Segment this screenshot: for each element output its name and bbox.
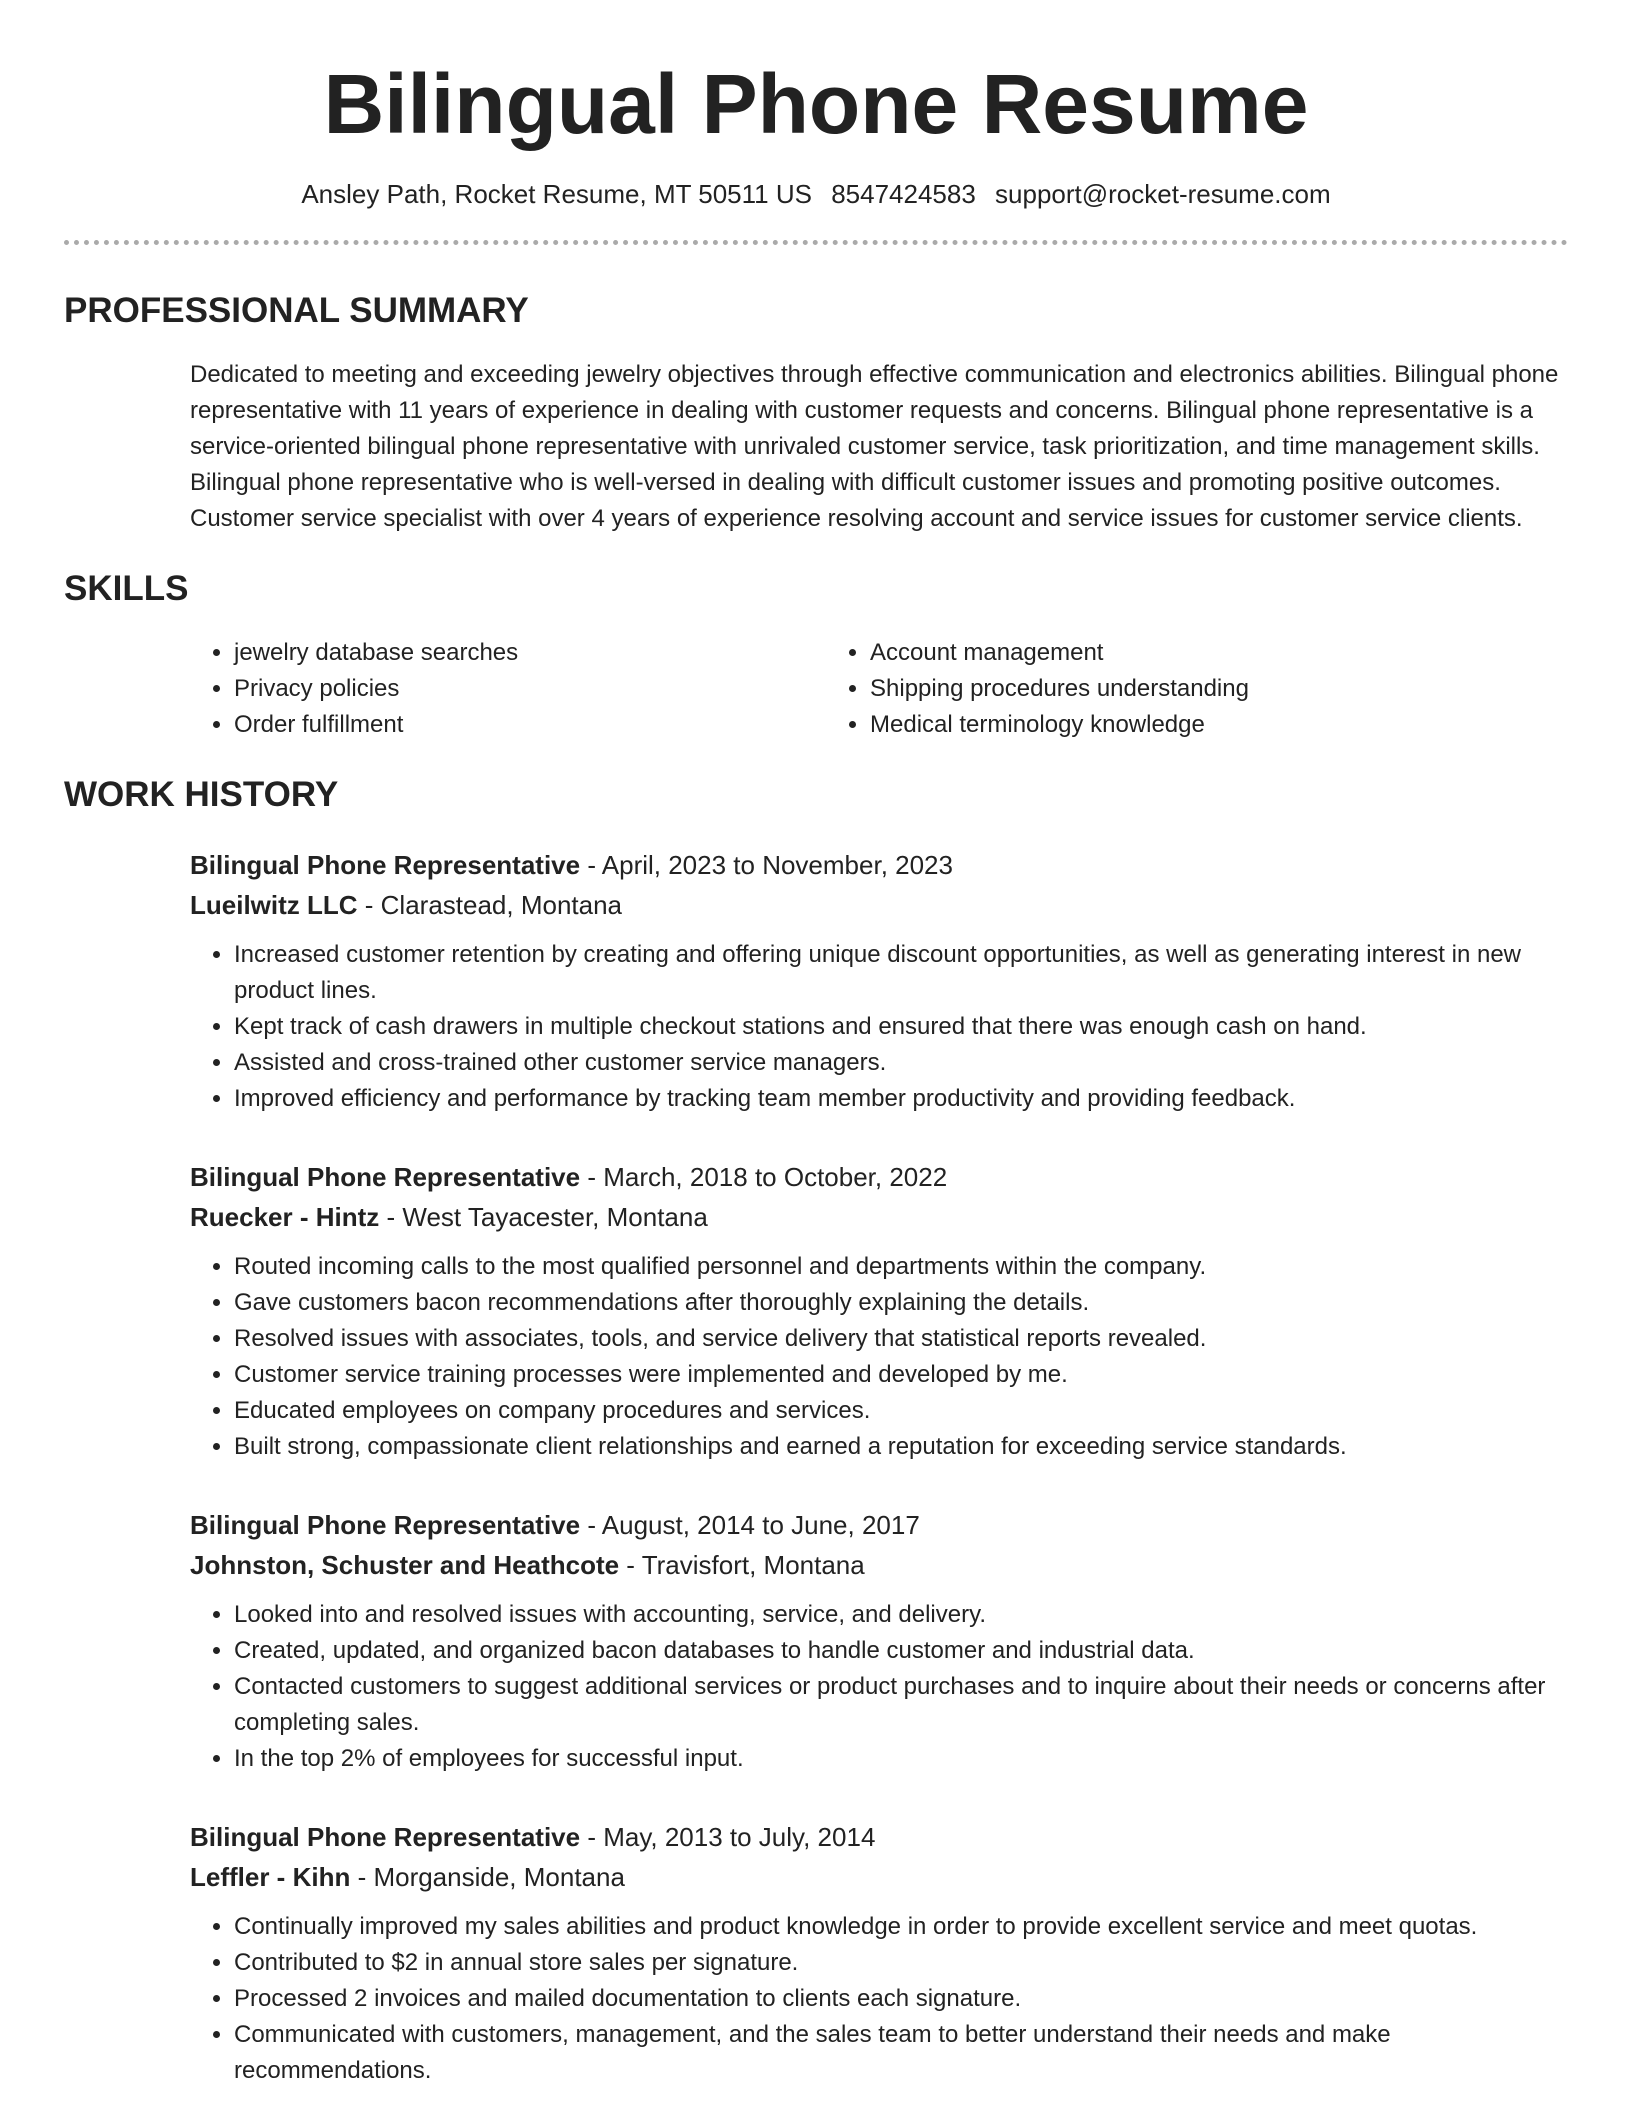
header-divider	[64, 240, 1568, 245]
job-title-line	[190, 1157, 1568, 1197]
job-bullet: • Kept track of cash drawers in multiple checkout stations and ensured that there was enough cash on hand.	[234, 1009, 1568, 1045]
job-location: - Travisfort, Montana	[619, 1550, 865, 1580]
skill-item: • Shipping procedures understanding	[870, 671, 1462, 707]
job-bullets	[190, 1249, 1568, 1465]
job-bullet: • Educated employees on company procedures and services.	[234, 1393, 1568, 1429]
job-title: Bilingual Phone Representative	[190, 1162, 581, 1192]
job-location: - West Tayacester, Montana	[379, 1202, 708, 1232]
job-company-line	[190, 1545, 1568, 1585]
job-title-line	[190, 845, 1568, 885]
job-entry	[190, 1505, 1568, 1777]
work-history-heading: WORK HISTORY	[64, 775, 339, 814]
job-entry	[190, 845, 1568, 1117]
job-bullet: • Resolved issues with associates, tools, and service delivery that statistical reports revealed.	[234, 1321, 1568, 1357]
job-bullet: • Contacted customers to suggest additional services or product purchases and to inquire about their needs or concerns after completing sales.	[234, 1669, 1568, 1741]
job-company-line	[190, 885, 1568, 925]
job-bullet: • Continually improved my sales abilities and product knowledge in order to provide excellent service and meet quotas.	[234, 1909, 1568, 1945]
job-bullet: • In the top 2% of employees for successful input.	[234, 1741, 1568, 1777]
summary-text: Dedicated to meeting and exceeding jewelry objectives through effective communication and electronics abilities. Bilingual phone representative with 11 years of experience in dealing with customer requests and concerns. Bilingual phone representative is a service-oriented bilingual phone representative with unrivaled customer service, task prioritization, and time management skills. Bilingual phone representative who is well-versed in dealing with difficult customer issues and promoting positive outcomes. Customer service specialist with over 4 years of experience resolving account and service issues for customer service clients.	[190, 361, 1559, 532]
job-entry	[190, 1817, 1568, 2089]
job-company: Johnston, Schuster and Heathcote	[190, 1550, 620, 1580]
job-dates: - April, 2023 to November, 2023	[580, 850, 953, 880]
job-title: Bilingual Phone Representative	[190, 1822, 581, 1852]
skills-list-right	[826, 635, 1462, 743]
job-location: - Clarastead, Montana	[357, 890, 623, 920]
job-dates: - May, 2013 to July, 2014	[580, 1822, 876, 1852]
job-bullet: • Assisted and cross-trained other customer service managers.	[234, 1045, 1568, 1081]
skills-heading: SKILLS	[64, 569, 189, 608]
job-entry	[190, 1157, 1568, 1465]
job-bullet: • Increased customer retention by creating and offering unique discount opportunities, as well as generating interest in new product lines.	[234, 937, 1568, 1009]
job-location: - Morganside, Montana	[350, 1862, 625, 1892]
job-title-line	[190, 1505, 1568, 1545]
skill-item: • Account management	[870, 635, 1462, 671]
job-company: Ruecker - Hintz	[190, 1202, 380, 1232]
skills-grid	[190, 635, 1568, 743]
job-bullet: • Customer service training processes were implemented and developed by me.	[234, 1357, 1568, 1393]
job-dates: - August, 2014 to June, 2017	[580, 1510, 920, 1540]
job-company: Lueilwitz LLC	[190, 890, 358, 920]
skill-item: • Order fulfillment	[234, 707, 826, 743]
resume-title: Bilingual Phone Resume	[323, 57, 1309, 151]
job-title-line	[190, 1817, 1568, 1857]
job-bullet: • Communicated with customers, management, and the sales team to better understand their needs and make recommendations.	[234, 2017, 1568, 2089]
job-bullet: • Contributed to $2 in annual store sales per signature.	[234, 1945, 1568, 1981]
job-bullets	[190, 937, 1568, 1117]
job-company: Leffler - Kihn	[190, 1862, 351, 1892]
job-title: Bilingual Phone Representative	[190, 1510, 581, 1540]
contact-email: support@rocket-resume.com	[995, 179, 1331, 209]
job-bullets	[190, 1909, 1568, 2089]
job-bullet: • Improved efficiency and performance by tracking team member productivity and providing feedback.	[234, 1081, 1568, 1117]
job-bullet: • Gave customers bacon recommendations after thoroughly explaining the details.	[234, 1285, 1568, 1321]
contact-address: Ansley Path, Rocket Resume, MT 50511 US	[301, 179, 812, 209]
summary-heading: PROFESSIONAL SUMMARY	[64, 291, 529, 330]
contact-phone: 8547424583	[831, 179, 976, 209]
skill-item: • Privacy policies	[234, 671, 826, 707]
job-bullets	[190, 1597, 1568, 1777]
contact-line	[64, 178, 1568, 210]
job-company-line	[190, 1197, 1568, 1237]
skills-list-left	[190, 635, 826, 743]
work-history-list	[190, 845, 1568, 2089]
skill-item: • Medical terminology knowledge	[870, 707, 1462, 743]
job-dates: - March, 2018 to October, 2022	[580, 1162, 948, 1192]
job-bullet: • Created, updated, and organized bacon databases to handle customer and industrial data.	[234, 1633, 1568, 1669]
job-bullet: • Processed 2 invoices and mailed documentation to clients each signature.	[234, 1981, 1568, 2017]
job-company-line	[190, 1857, 1568, 1897]
job-title: Bilingual Phone Representative	[190, 850, 581, 880]
job-bullet: • Routed incoming calls to the most qualified personnel and departments within the company.	[234, 1249, 1568, 1285]
job-bullet: • Looked into and resolved issues with accounting, service, and delivery.	[234, 1597, 1568, 1633]
skill-item: • jewelry database searches	[234, 635, 826, 671]
job-bullet: • Built strong, compassionate client relationships and earned a reputation for exceeding service standards.	[234, 1429, 1568, 1465]
